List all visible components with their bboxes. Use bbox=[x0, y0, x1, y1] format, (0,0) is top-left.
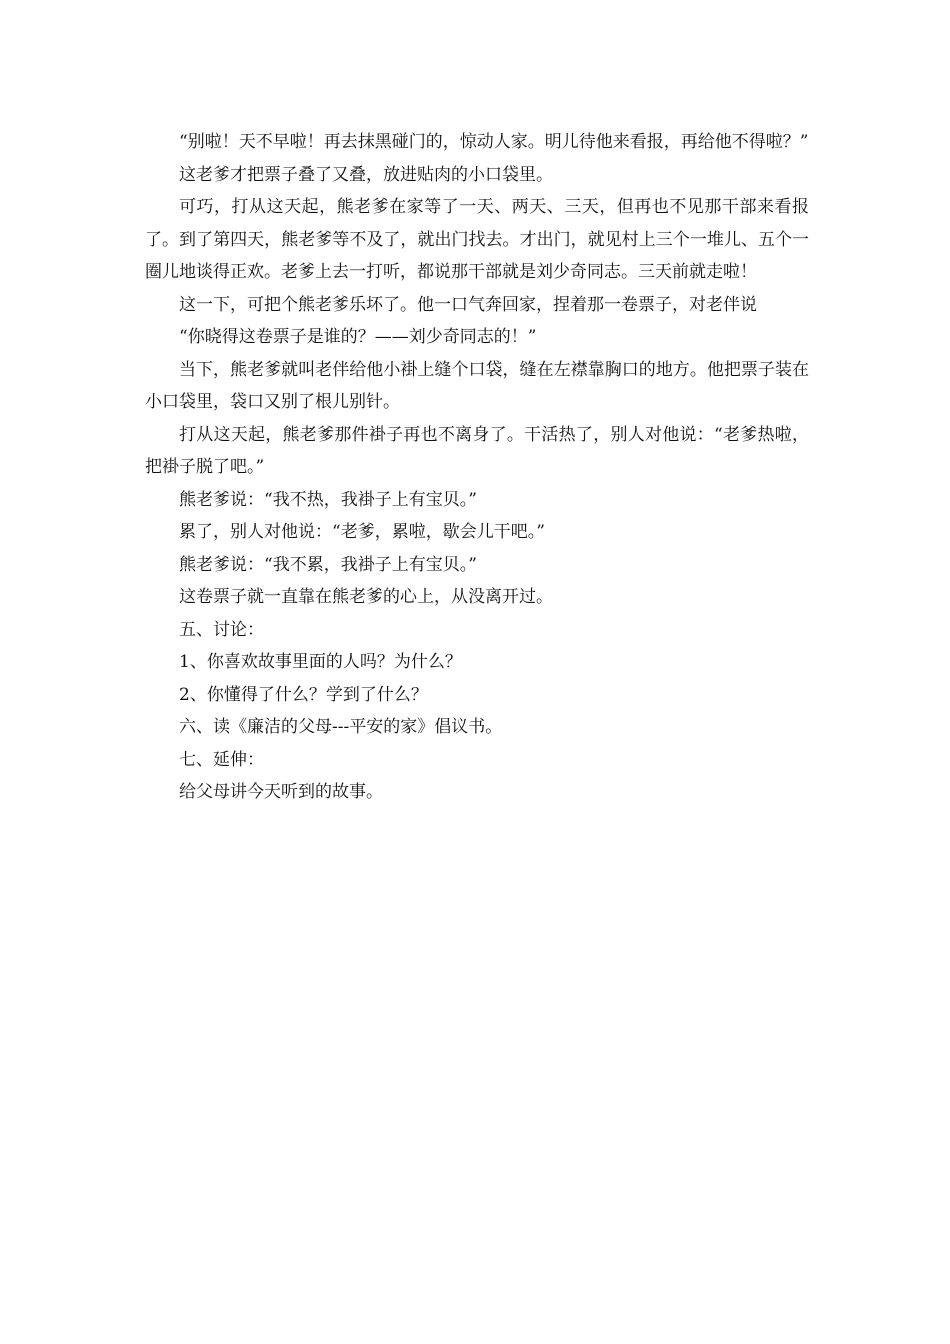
story-paragraph: “别啦！天不早啦！再去抹黑碰门的，惊动人家。明儿待他来看报，再给他不得啦？” bbox=[179, 132, 809, 152]
story-paragraph: 这一下，可把个熊老爹乐坏了。他一口气奔回家，捏着那一卷票子，对老伴说 bbox=[179, 294, 757, 315]
discussion-question: 2、你懂得了什么？学到了什么？ bbox=[179, 684, 428, 705]
section-heading-reading: 六、读《廉洁的父母---平安的家》倡议书。 bbox=[179, 717, 503, 737]
document-body bbox=[145, 126, 809, 809]
story-paragraph: 累了，别人对他说：“老爹，累啦，歇会儿干吧。” bbox=[179, 522, 545, 542]
extension-task: 给父母讲今天听到的故事。 bbox=[179, 782, 383, 802]
story-paragraph: 可巧，打从这天起，熊老爹在家等了一天、两天、三天，但再也不见那干部来看报了。到了第四天，熊老爹等不及了，就出门找去。才出门，就见村上三个一堆儿、五个一圈儿地谈得正欢。老爹上去一打听，都说那干部就是刘少奇同志。三天前就走啦！ bbox=[145, 197, 809, 282]
story-paragraph: 这老爹才把票子叠了又叠，放进贴肉的小口袋里。 bbox=[179, 164, 553, 185]
story-paragraph: 打从这天起，熊老爹那件褂子再也不离身了。干活热了，别人对他说：“老爹热啦，把褂子脱了吧。” bbox=[145, 424, 809, 477]
section-heading-discussion: 五、讨论： bbox=[179, 619, 264, 640]
section-heading-extension: 七、延伸： bbox=[179, 749, 264, 770]
discussion-question: 1、你喜欢故事里面的人吗？为什么？ bbox=[179, 652, 462, 672]
story-paragraph: 这卷票子就一直靠在熊老爹的心上，从没离开过。 bbox=[179, 587, 553, 607]
story-paragraph: 当下，熊老爹就叫老伴给他小褂上缝个口袋，缝在左襟靠胸口的地方。他把票子装在小口袋里，袋口又别了根儿别针。 bbox=[145, 359, 809, 412]
story-paragraph: 熊老爹说：“我不热，我褂子上有宝贝。” bbox=[179, 489, 477, 510]
story-paragraph: “你晓得这卷票子是谁的？——刘少奇同志的！” bbox=[179, 327, 537, 347]
story-paragraph: 熊老爹说：“我不累，我褂子上有宝贝。” bbox=[179, 554, 477, 575]
